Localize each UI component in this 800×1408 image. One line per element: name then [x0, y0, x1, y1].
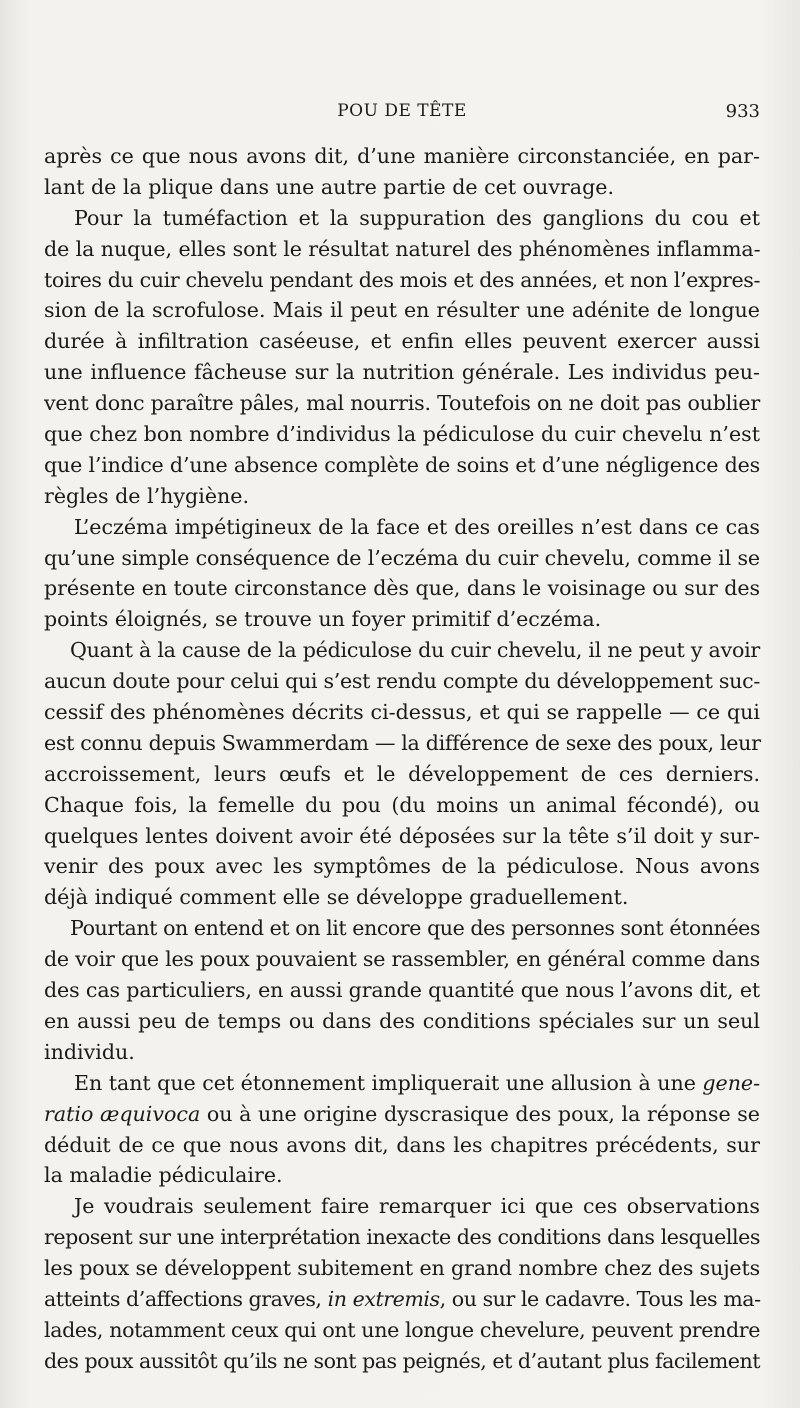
text-line: est connu depuis Swammerdam — la différence de sexe des poux, leur — [44, 730, 761, 755]
running-title: POU DE TÊTE — [337, 101, 467, 121]
text-line: points éloignés, se trouve un foyer primitif d’eczéma. — [44, 607, 602, 632]
text-line: lant de la plique dans une autre partie de cet ouvrage. — [44, 174, 614, 199]
italic-term: gene- — [702, 1070, 760, 1095]
text-line: la maladie pédiculaire. — [44, 1163, 283, 1188]
text-line: une influence fâcheuse sur la nutrition générale. Les individus peu- — [44, 360, 760, 385]
text-line: ratio æquivoca ou à une origine dyscrasique des poux, la réponse se — [44, 1101, 760, 1126]
text-line: déjà indiqué comment elle se développe graduellement. — [44, 885, 629, 910]
text-line: Pourtant on entend et on lit encore que des personnes sont étonnées — [70, 916, 761, 941]
text-line: des poux aussitôt qu’ils ne sont pas peignés, et d’autant plus facilement — [44, 1348, 761, 1373]
text-line: aucun doute pour celui qui s’est rendu compte du développement suc- — [44, 669, 760, 694]
text-line: Quant à la cause de la pédiculose du cuir chevelu, il ne peut y avoir — [70, 638, 761, 663]
text-line: accroissement, leurs œufs et le développement de ces derniers. — [44, 761, 760, 786]
text-line: reposent sur une interprétation inexacte des conditions dans lesquelles — [44, 1225, 760, 1250]
text-line: Je voudrais seulement faire remarquer ici que ces observations — [74, 1194, 760, 1219]
text-line: sion de la scrofulose. Mais il peut en résulter une adénite de longue — [44, 298, 760, 323]
text-line: En tant que cet étonnement impliquerait une allusion à une gene- — [74, 1070, 760, 1095]
text-line: des cas particuliers, en aussi grande quantité que nous l’avons dit, et — [44, 978, 761, 1003]
text-line: les poux se développent subitement en grand nombre chez des sujets — [44, 1256, 761, 1281]
text-line: après ce que nous avons dit, d’une manière circonstanciée, en par- — [44, 144, 760, 168]
text-line: vent donc paraître pâles, mal nourris. Toutefois on ne doit pas oublier — [44, 391, 761, 416]
page-number: 933 — [725, 101, 760, 122]
text-line: présente en toute circonstance dès que, dans le voisinage ou sur des — [44, 576, 761, 601]
text-line: venir des poux avec les symptômes de la pédiculose. Nous avons — [44, 854, 760, 879]
text-line: que l’indice d’une absence complète de soins et d’une négligence des — [44, 452, 761, 477]
text-line: individu. — [44, 1039, 135, 1064]
text-line: toires du cuir chevelu pendant des mois et des années, et non l’expres- — [44, 267, 761, 292]
text-line: L’eczéma impétigineux de la face et des oreilles n’est dans ce cas — [74, 514, 760, 539]
text-line: que chez bon nombre d’individus la pédiculose du cuir chevelu n’est — [44, 422, 760, 447]
text-line: durée à infiltration caséeuse, et enfin elles peuvent exercer aussi — [44, 329, 760, 354]
body-text — [44, 141, 760, 1377]
text-line: quelques lentes doivent avoir été déposées sur la tête s’il doit y sur- — [44, 823, 760, 848]
text-line: en aussi peu de temps ou dans des conditions spéciales sur un seul — [44, 1008, 760, 1033]
text-line: lades, notamment ceux qui ont une longue chevelure, peuvent prendre — [44, 1317, 761, 1342]
italic-term: in extremis — [327, 1286, 440, 1311]
running-head — [44, 101, 760, 129]
text-line: déduit de ce que nous avons dit, dans les chapitres précédents, sur — [44, 1132, 760, 1157]
text-line: cessif des phénomènes décrits ci-dessus, et qui se rappelle — ce qui — [44, 700, 760, 725]
text-line: atteints d’affections graves, in extremis, ou sur le cadavre. Tous les ma- — [44, 1286, 761, 1311]
text-line: de la nuque, elles sont le résultat naturel des phénomènes inflamma- — [44, 236, 761, 261]
italic-term: ratio æquivoca — [44, 1101, 201, 1126]
text-line: Pour la tuméfaction et la suppuration des ganglions du cou et — [74, 205, 760, 230]
text-line: de voir que les poux pouvaient se rassembler, en général comme dans — [44, 947, 760, 972]
text-line: Chaque fois, la femelle du pou (du moins un animal fécondé), ou — [44, 792, 760, 817]
text-line: règles de l’hygiène. — [44, 483, 250, 508]
text-line: qu’une simple conséquence de l’eczéma du cuir chevelu, comme il se — [44, 545, 760, 570]
